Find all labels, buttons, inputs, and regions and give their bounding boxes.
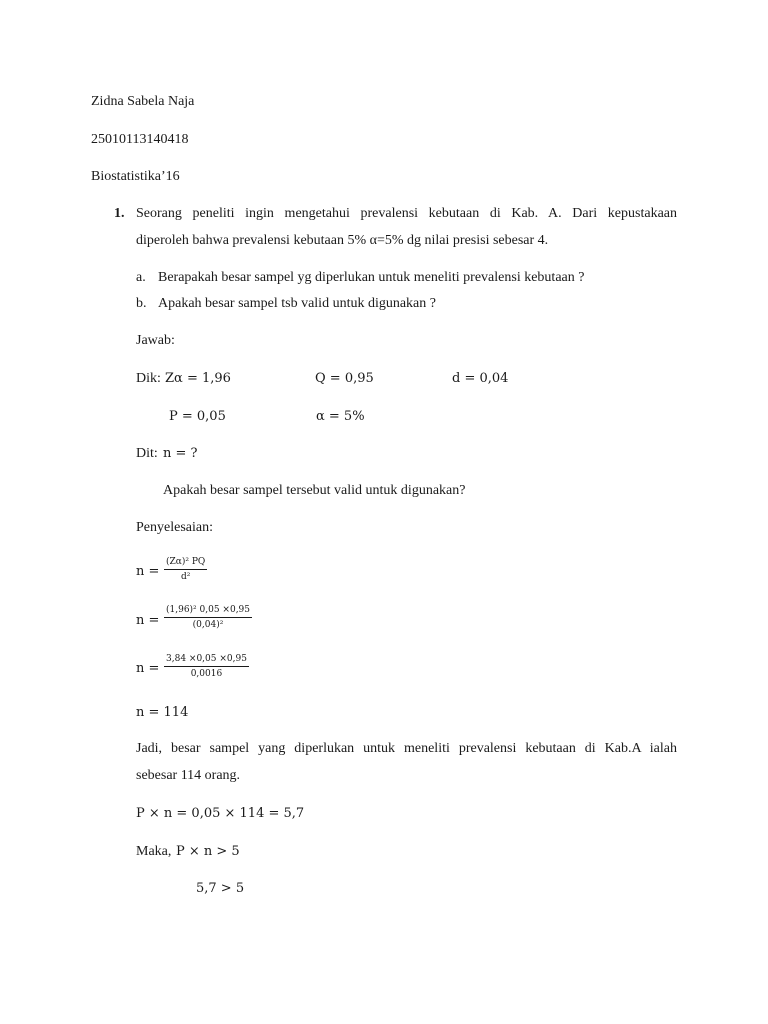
subquestion-a-marker: a. <box>136 270 146 285</box>
p-times-n: P × n = 0,05 × 114 = 5,7 <box>136 806 305 821</box>
author-name: Zidna Sabela Naja <box>91 94 195 109</box>
formula-3-numerator: 3,84 ×0,05 ×0,95 <box>166 654 247 664</box>
formula-1-lhs: n = <box>136 564 160 579</box>
formula-1-denominator: d² <box>180 572 191 582</box>
subquestion-a: Berapakah besar sampel yg diperlukan untuk meneliti prevalensi kebutaan ? <box>158 270 585 285</box>
formula-2-lhs: n = <box>136 613 160 628</box>
formula-3-denominator: 0,0016 <box>190 669 223 679</box>
formula-2-denominator: (0,04)² <box>192 620 224 630</box>
student-id: 25010113140418 <box>91 132 189 147</box>
dik-label: Dik: <box>136 371 161 386</box>
asked-n: n = ? <box>163 446 198 461</box>
subquestion-b-marker: b. <box>136 296 147 311</box>
formula-3-lhs: n = <box>136 661 160 676</box>
conclusion-line-2: sebesar 114 orang. <box>136 768 241 783</box>
known-d: d = 0,04 <box>452 371 509 386</box>
known-p: P = 0,05 <box>169 409 226 424</box>
formula-1-fraction <box>164 558 207 582</box>
conclusion-line-1: Jadi, besar sampel yang diperlukan untuk meneliti prevalensi kebutaan di Kab.A ialah <box>136 741 677 756</box>
maka-inequality: P × n > 5 <box>176 844 240 859</box>
formula-1-numerator: (Zα)² PQ <box>166 557 206 567</box>
question-line-1: Seorang peneliti ingin mengetahui prevalensi kebutaan di Kab. A. Dari kepustakaan <box>136 206 677 221</box>
course-name: Biostatistika’16 <box>91 169 180 184</box>
formula-2-fraction <box>164 606 252 630</box>
dit-label: Dit: <box>136 446 158 461</box>
known-z-alpha: Zα = 1,96 <box>165 371 231 386</box>
known-q: Q = 0,95 <box>315 371 374 386</box>
formula-3-fraction <box>164 655 249 679</box>
result-n: n = 114 <box>136 705 189 720</box>
subquestion-b: Apakah besar sampel tsb valid untuk digunakan ? <box>158 296 436 311</box>
jawab-label: Jawab: <box>136 333 175 348</box>
final-inequality: 5,7 > 5 <box>196 881 245 896</box>
asked-validity: Apakah besar sampel tersebut valid untuk digunakan? <box>163 483 466 498</box>
penyelesaian-label: Penyelesaian: <box>136 520 213 535</box>
question-number: 1. <box>114 206 125 221</box>
maka-label: Maka, <box>136 844 172 859</box>
formula-2-numerator: (1,96)² 0,05 ×0,95 <box>166 605 251 615</box>
question-line-2: diperoleh bahwa prevalensi kebutaan 5% α=5% dg nilai presisi sebesar 4. <box>136 233 549 248</box>
known-alpha: α = 5% <box>316 409 365 424</box>
